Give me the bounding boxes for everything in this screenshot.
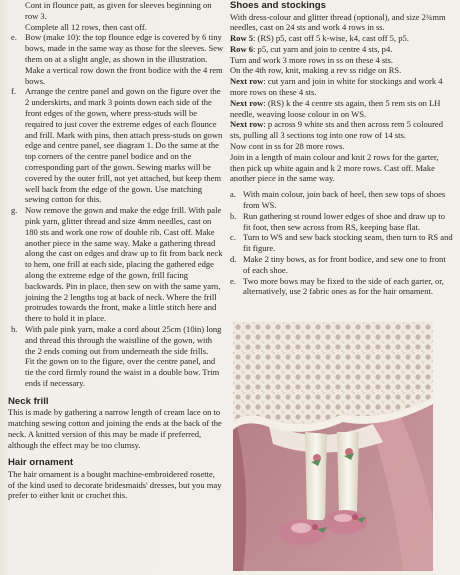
right-shoe bbox=[323, 510, 367, 534]
turn-line: Turn and work 3 more rows in ss on these 4 sts. bbox=[230, 54, 394, 65]
doll-shoes-photo bbox=[233, 322, 433, 571]
shoe-step-d bbox=[230, 254, 454, 276]
row-text: : p across 9 white sts and then across rem 5 coloured sts, pulling all 3 sections tog into one row of 14 sts. bbox=[230, 119, 443, 141]
doll-photo-illustration bbox=[233, 322, 433, 571]
row-label: Next row bbox=[230, 76, 264, 87]
step-h-continued: Fit the gown on to the figure, over the centre panel, and tie the cord firmly round the waist in a double bow. Trim ends if necessary. bbox=[25, 356, 220, 388]
hair-ornament-heading: Hair ornament bbox=[8, 457, 74, 469]
step-text: Bow (make 10): the top flounce edge is covered by 6 tiny bows, made in the same way as those for the sleeves. Sew them on at a slight angle, as shown in the illustration. Make a vertical row down the front bodice with the 4 rem bows. bbox=[25, 32, 224, 86]
step-marker: c. bbox=[230, 232, 236, 243]
step-marker: e. bbox=[11, 32, 17, 43]
shoe-step-a bbox=[230, 189, 454, 211]
step-text: Make 2 tiny bows, as for front bodice, and sew one to front of each shoe. bbox=[243, 254, 446, 275]
row-text: : (RS) k the 4 centre sts again, then 5 rem sts on LH needle, weaving loose colour in on WS. bbox=[230, 97, 441, 119]
garter-line: Join in a length of main colour and knit 2 rows for the garter, then pick up white again and k 2 more rows. Cast off. Make another piece in the same way. bbox=[230, 151, 439, 184]
next-row-1 bbox=[230, 76, 454, 98]
row-text: : (RS) p5, cast off 5 k-wise, k4, cast off 5, p5. bbox=[253, 33, 409, 44]
step-text: Now remove the gown and make the edge frill. With pale pink yarn, glitter thread and size 4mm needles, cast on 180 sts and work one row of double rib. Cast off. Make another piece in the same way. Make a gathering thread along the cast on edges and draw up to fit from back neck to hem, one frill at each side, placing the gathered edge along the extreme edge of the gown, frill facing backwards. Pin in place, then sew on with the same yarn, joining the 2 lengths tog at back of neck. Where the frill protrudes towards the front, make a little stitch here and there to hold it in place. bbox=[25, 205, 223, 324]
shoe-step-b bbox=[230, 211, 454, 233]
row-text: : p5, cut yarn and join to centre 4 sts, p4. bbox=[253, 43, 393, 54]
intro-line-1: Cont in flounce patt, as given for sleeves beginning on row 3. bbox=[25, 0, 212, 21]
row-label: Row 6 bbox=[230, 43, 254, 54]
step-text: Turn to WS and sew back stocking seam, then turn to RS and fit figure. bbox=[243, 232, 453, 254]
neck-frill-heading: Neck frill bbox=[8, 395, 49, 407]
row-label: Next row bbox=[230, 119, 264, 130]
ridge-line: On the 4th row, knit, making a rev ss ridge on RS. bbox=[230, 65, 402, 76]
step-marker: d. bbox=[230, 254, 237, 265]
step-text: With main colour, join back of heel, then sew tops of shoes from WS. bbox=[243, 189, 446, 211]
intro-line-2: Complete all 12 rows, then cast off. bbox=[25, 21, 147, 32]
left-column bbox=[8, 0, 224, 501]
continue-line: Now cont in ss for 28 more rows. bbox=[230, 141, 345, 152]
shoes-intro: With dress-colour and glitter thread (optional), and size 2¾mm needles, cast on 24 sts and work 4 rows in ss. bbox=[230, 11, 446, 33]
right-shoe-bow bbox=[352, 514, 358, 520]
left-shoe-bow bbox=[312, 524, 318, 530]
hair-ornament-text: The hair ornament is a bought machine-embroidered rosette, of the kind used to decorate bridesmaids' dresses, but you may prefer to either knit or crochet this. bbox=[8, 468, 222, 501]
next-row-2 bbox=[230, 98, 454, 120]
row-5 bbox=[230, 33, 454, 44]
right-column bbox=[230, 0, 454, 297]
left-shoe-highlight bbox=[291, 523, 311, 533]
shoe-step-e bbox=[230, 276, 454, 298]
row-label: Next row bbox=[230, 97, 264, 108]
right-shoe-highlight bbox=[334, 514, 352, 522]
neck-frill-text: This is made by gathering a narrow length of cream lace on to matching sewing cotton and joining the ends at the back of the neck. A knitted version of this may be made if preferred, although the effect may be too clumsy. bbox=[8, 407, 222, 450]
next-row-3 bbox=[230, 119, 454, 141]
lace-overskirt bbox=[233, 322, 433, 424]
step-marker: g. bbox=[11, 205, 18, 216]
row-label: Row 5 bbox=[230, 33, 254, 44]
row-6 bbox=[230, 44, 454, 55]
step-marker: f. bbox=[11, 86, 16, 97]
step-marker: h. bbox=[11, 323, 18, 334]
step-g bbox=[8, 205, 224, 324]
step-text: Two more bows may be fixed to the side of each garter, or, alternatively, use 2 fabric ones as for the hair ornament. bbox=[243, 275, 444, 297]
step-text: Arrange the centre panel and gown on the figure over the 2 underskirts, and mark 3 points down each side of the front edges of the gown, where press-studs will be required to just cover the extreme edges of each flounce and frill. Mark with pins, then attach press-studs on gown edge and centre panel, see diagram 1. Do the same at the top corners of the centre panel bodice and on the corresponding part of the gown. Sewing marks will be covered by the outer frill, not yet attached, but keep them well back from the edge of the gown. Use matching sewing cotton for this. bbox=[25, 86, 223, 205]
step-e bbox=[8, 32, 224, 86]
step-marker: e. bbox=[230, 275, 236, 286]
step-marker: b. bbox=[230, 210, 237, 221]
step-text: With pale pink yarn, make a cord about 25cm (10in) long and thread this through the waistline of the gown, with the 2 ends coming out from underneath the side frills. bbox=[25, 323, 222, 356]
step-h bbox=[8, 324, 224, 356]
left-stocking bbox=[305, 432, 327, 520]
shoes-stockings-heading: Shoes and stockings bbox=[230, 0, 326, 11]
step-text: Run gathering st round lower edges of shoe and draw up to fit foot, then sew across from RS, keeping base flat. bbox=[243, 210, 445, 232]
shoe-step-c bbox=[230, 232, 454, 254]
row-text: : cut yarn and join in white for stockings and work 4 more rows on these 4 sts. bbox=[230, 76, 443, 98]
step-marker: a. bbox=[230, 189, 236, 200]
right-stocking bbox=[337, 432, 359, 512]
step-f bbox=[8, 86, 224, 205]
